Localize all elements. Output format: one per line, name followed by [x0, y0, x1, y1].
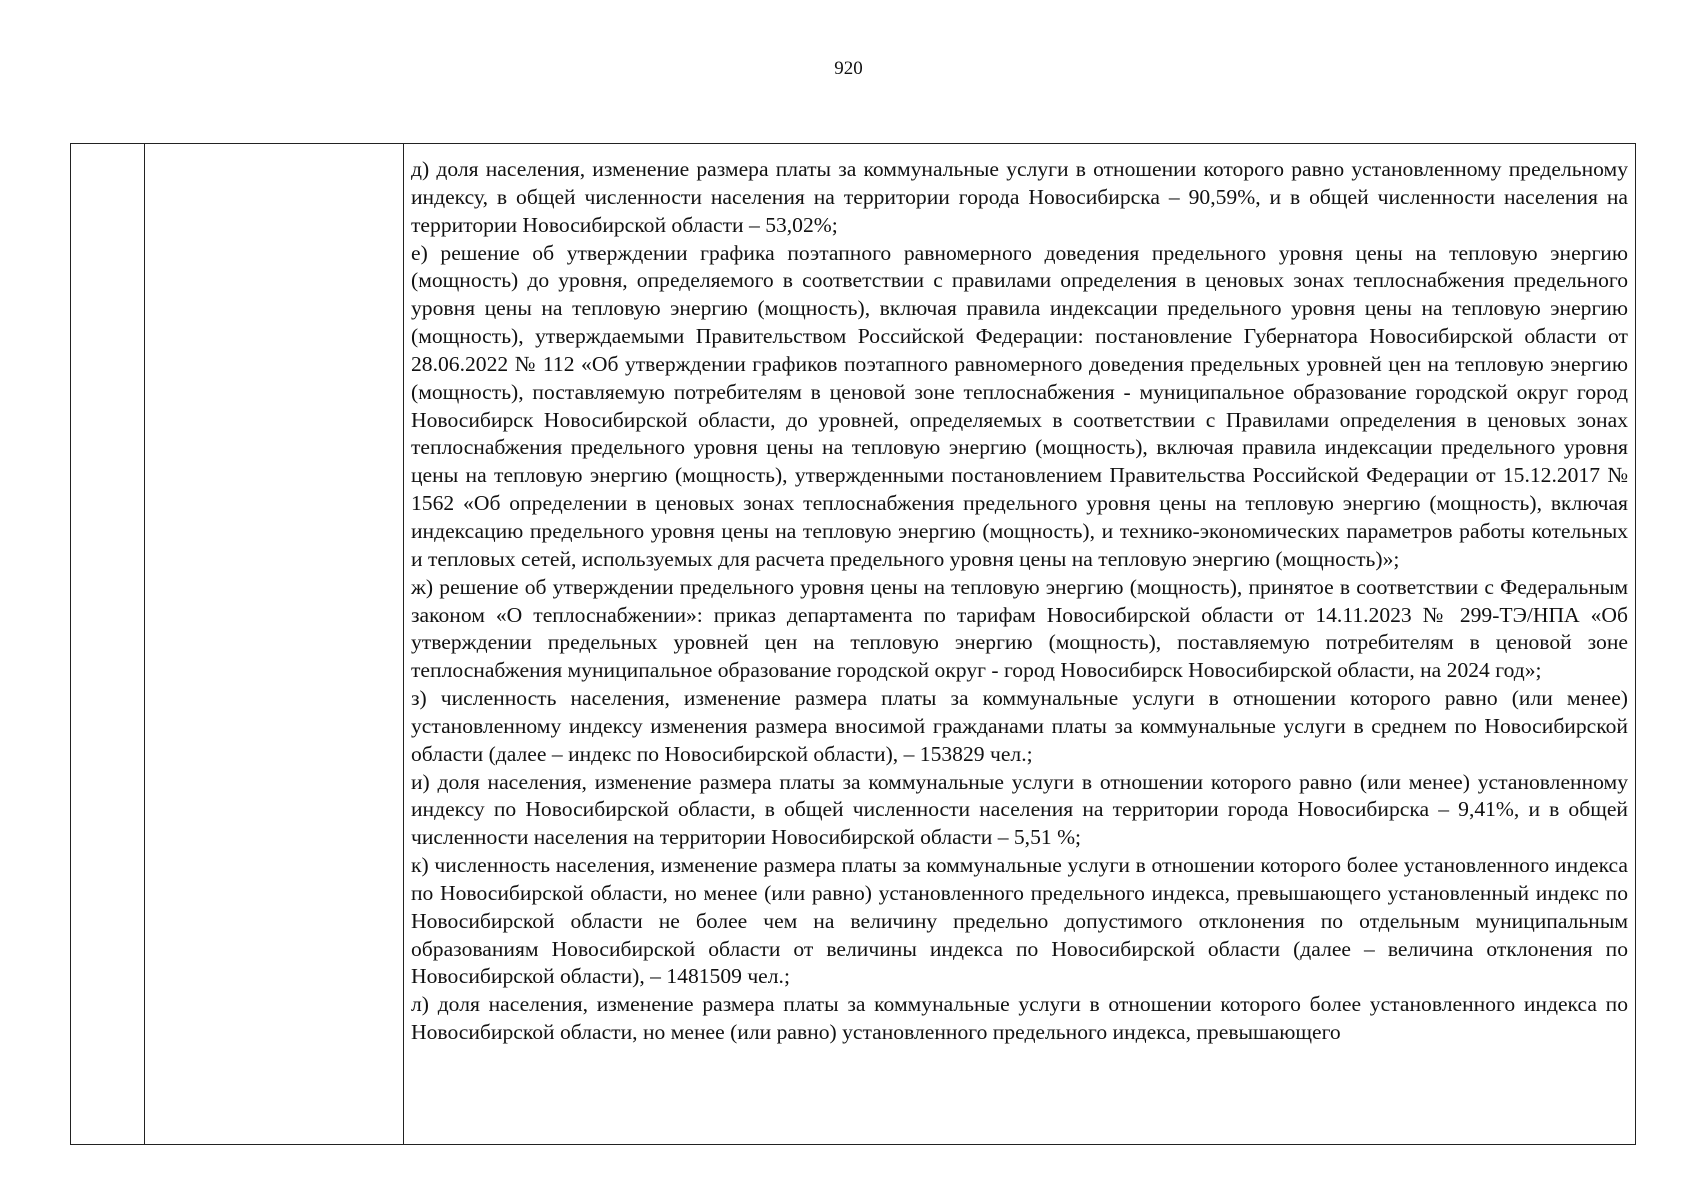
- table-row: [71, 144, 1636, 1145]
- paragraph-z: з) численность населения, изменение размера платы за коммунальные услуги в отношении которого равно (или менее) установленному индексу изменения размера вносимой гражданами платы за коммунальные услуги в среднем по Новосибирской области (далее – индекс по Новосибирской области), – 153829 чел.;: [411, 686, 1628, 766]
- content-text-block: [404, 144, 1635, 1144]
- page-number: 920: [834, 58, 863, 79]
- paragraph-e: е) решение об утверждении графика поэтапного равномерного доведения предельного уровня цены на тепловую энергию (мощность) до уровня, определяемого в соответствии с правилами определения в ценовых зонах теплоснабжения предельного уровня цены на тепловую энергию (мощность), включая правила индексации предельного уровня цены на тепловую энергию (мощность), утверждаемыми Правительством Российской Федерации: постановление Губернатора Новосибирской области от 28.06.2022 № 112 «Об утверждении графиков поэтапного равномерного доведения предельных уровней цен на тепловую энергию (мощность), поставляемую потребителям в ценовой зоне теплоснабжения - муниципальное образование городской округ город Новосибирск Новосибирской области, до уровней, определяемых в соответствии с Правилами определения в ценовых зонах теплоснабжения предельного уровня цены на тепловую энергию (мощность), включая правила индексации предельного уровня цены на тепловую энергию (мощность), утвержденными постановлением Правительства Российской Федерации от 15.12.2017 № 1562 «Об определении в ценовых зонах теплоснабжения предельного уровня цены на тепловую энергию (мощность), включая индексацию предельного уровня цены на тепловую энергию (мощность), и технико-экономических параметров работы котельных и тепловых сетей, используемых для расчета предельного уровня цены на тепловую энергию (мощность)»;: [411, 240, 1628, 571]
- paragraph-i: и) доля населения, изменение размера платы за коммунальные услуги в отношении которого равно (или менее) установленному индексу по Новосибирской области, в общей численности населения на территории города Новосибирска – 9,41%, и в общей численности населения на территории Новосибирской области – 5,51 %;: [411, 769, 1628, 850]
- paragraph-l: л) доля населения, изменение размера платы за коммунальные услуги в отношении которого более установленного индекса по Новосибирской области, но менее (или равно) установленного предельного индекса, превышающего: [411, 992, 1628, 1045]
- paragraph-zh: ж) решение об утверждении предельного уровня цены на тепловую энергию (мощность), принятое в соответствии с Федеральным законом «О теплоснабжении»: приказ департамента по тарифам Новосибирской области от 14.11.2023 № 299-ТЭ/НПА «Об утверждении предельных уровней цен на тепловую энергию (мощность), поставляемую потребителям в ценовой зоне теплоснабжения муниципальное образование городской округ - город Новосибирск Новосибирской области, на 2024 год»;: [411, 574, 1628, 683]
- table-cell-number: [71, 144, 145, 1145]
- paragraph-k: к) численность населения, изменение размера платы за коммунальные услуги в отношении которого более установленного индекса по Новосибирской области, но менее (или равно) установленного предельного индекса, превышающего установленный индекс по Новосибирской области не более чем на величину предельно допустимого отклонения по отдельным муниципальным образованиям Новосибирской области от величины индекса по Новосибирской области (далее – величина отклонения по Новосибирской области), – 1481509 чел.;: [411, 853, 1628, 989]
- table-cell-indicator: [145, 144, 404, 1145]
- paragraph-d: д) доля населения, изменение размера платы за коммунальные услуги в отношении которого равно установленному предельному индексу, в общей численности населения на территории города Новосибирска – 90,59%, и в общей численности населения на территории Новосибирской области – 53,02%;: [411, 157, 1628, 237]
- document-table: [70, 143, 1636, 1145]
- table-cell-content: [404, 144, 1636, 1145]
